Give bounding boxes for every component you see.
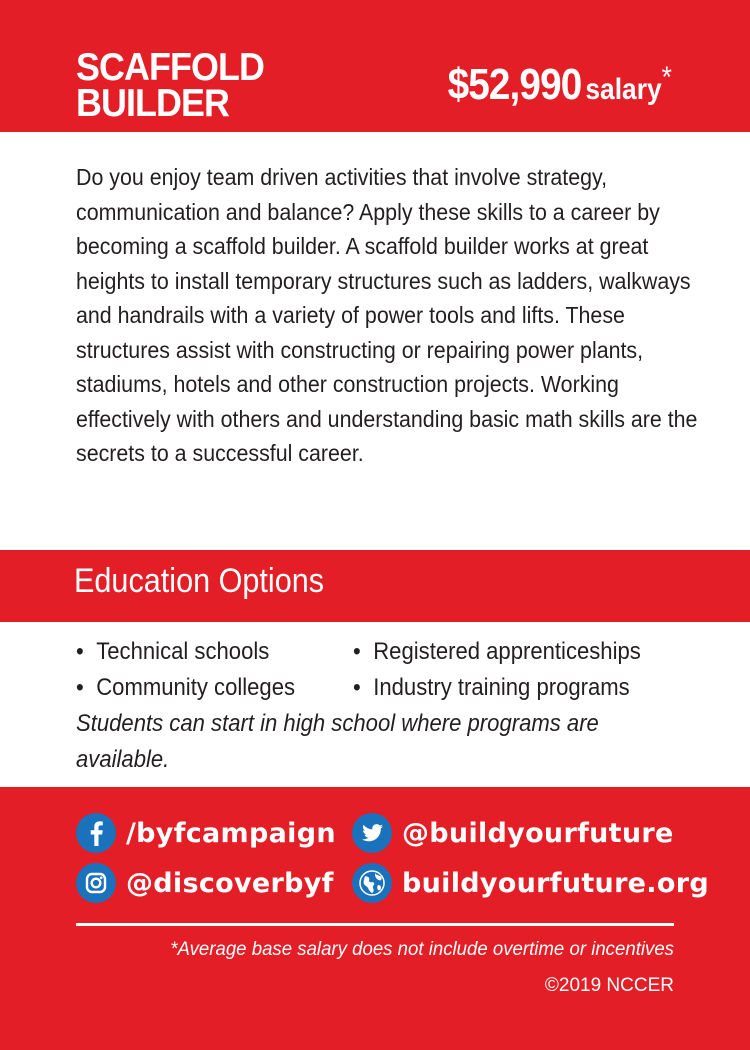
salary-asterisk: * (661, 61, 672, 94)
education-note (76, 706, 610, 778)
instagram-handle: @discoverbyf (126, 867, 334, 899)
instagram-link[interactable] (76, 863, 334, 903)
salary-word: salary (585, 73, 662, 106)
twitter-icon (352, 813, 392, 853)
list-item: • Community colleges (76, 670, 295, 706)
globe-icon (352, 863, 392, 903)
facebook-handle: /byfcampaign (126, 817, 336, 849)
bullet-icon: • (353, 638, 361, 665)
facebook-icon (76, 813, 116, 853)
list-item: • Industry training programs (353, 670, 641, 706)
title-line-1: SCAFFOLD (76, 46, 264, 89)
copyright: ©2019 NCCER (544, 975, 674, 996)
salary-disclaimer: *Average base salary does not include overtime or incentives (170, 939, 674, 960)
list-item: • Registered apprenticeships (353, 634, 641, 670)
facebook-link[interactable] (76, 813, 336, 853)
education-list-right (353, 634, 641, 706)
education-title: Education Options (74, 562, 325, 600)
salary-label (448, 60, 672, 110)
instagram-icon (76, 863, 116, 903)
education-band (0, 550, 750, 622)
education-note-text: Students can start in high school where programs are available. (76, 710, 599, 773)
twitter-link[interactable] (352, 813, 674, 853)
footer-divider (76, 923, 674, 926)
twitter-handle: @buildyourfuture (402, 817, 674, 849)
header-band (0, 0, 750, 132)
salary-amount: $52,990 (447, 60, 582, 109)
education-list-left (76, 634, 295, 706)
website-link[interactable] (352, 863, 709, 903)
page-title (76, 46, 264, 125)
bullet-icon: • (76, 638, 84, 665)
bullet-icon: • (76, 674, 84, 701)
description-text: Do you enjoy team driven activities that involve strategy, communication and balance? Apply these skills to a career by becoming a scaffold builder. A scaffold builder works at great heights to install temporary structures such as ladders, walkways and handrails with a variety of power tools and lifts. These structures assist with constructing or repairing power plants, stadiums, hotels and other construction projects. Working effectively with others and understanding basic math skills are the secrets to a successful career. (76, 164, 698, 466)
title-line-2: BUILDER (76, 82, 230, 125)
footer-band (0, 787, 750, 1050)
bullet-icon: • (353, 674, 361, 701)
list-item: • Technical schools (76, 634, 295, 670)
career-description (76, 160, 698, 471)
website-url: buildyourfuture.org (402, 867, 709, 899)
